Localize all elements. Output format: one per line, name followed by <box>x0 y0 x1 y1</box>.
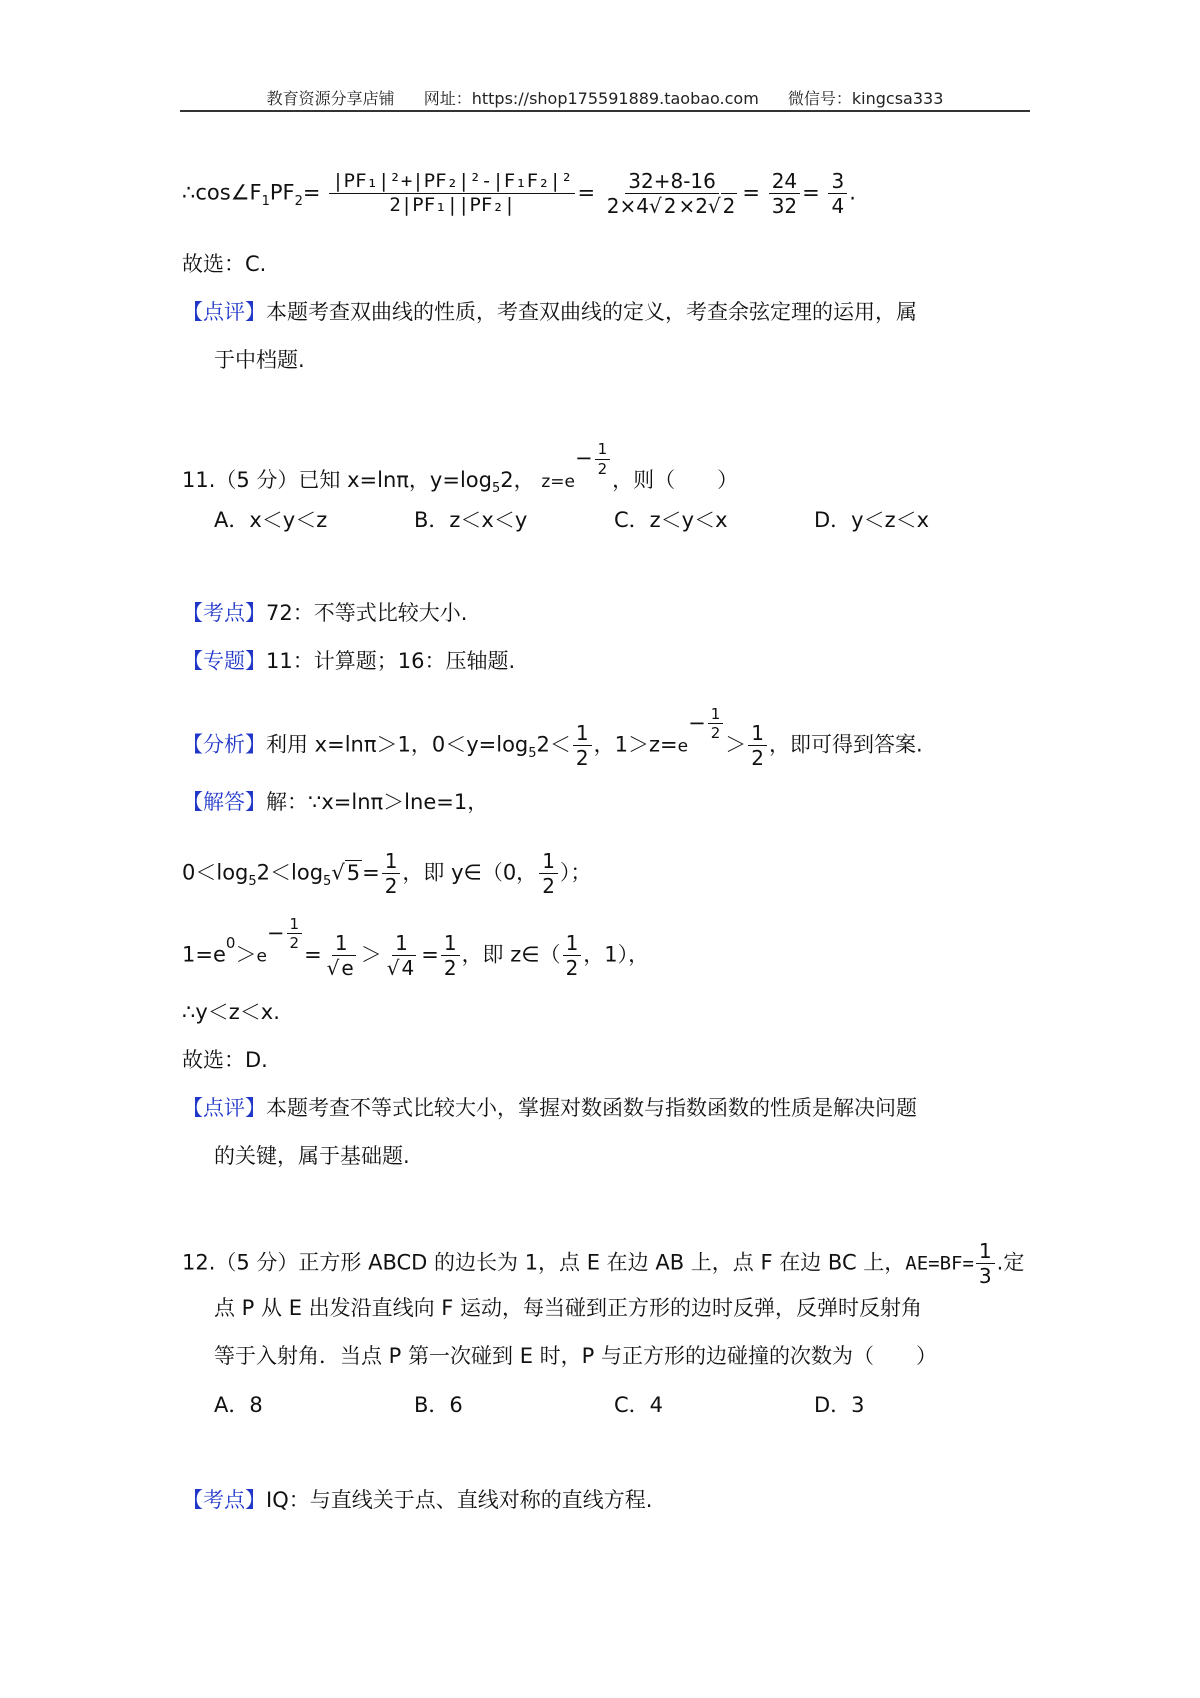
q11-step2: $0<\log_52<\log_5√5=$ $\frac{1}{2}$ ，即 y∈（0， $\frac{1}{2}$ ）； <box>182 849 592 898</box>
q11-stem: 11.（5 分）已知 x=lnπ，$y=\log_52$， z=e− $\frac{1}{2}$ ，则（ ） <box>182 440 739 496</box>
header-rule <box>180 110 1030 112</box>
option-d[interactable]: D．3 <box>814 1393 865 1417</box>
q10-comment: 【点评】本题考查双曲线的性质，考查双曲线的定义，考查余弦定理的运用，属 <box>182 300 917 324</box>
q11-conclusion: ∴y＜z＜x. <box>182 1000 280 1024</box>
fraction-3-4: $\frac{3}{4}$ <box>828 170 847 217</box>
q11-jieda: 【解答】解：∵x=lnπ＞lne=1， <box>182 790 489 814</box>
cosine-formula: $\therefore\cos\angle F_1PF_2=$ $\frac{\text{|PF₁|²+|PF₂|²-|F₁F₂|²}}{\text{2|PF₁||PF₂|}}$ = $\frac{32+8-16}{2\times 4√ 2 \times 2√ 2}$ = $\frac{24}{32}$ = $\frac{3}{4}$ . <box>182 169 856 218</box>
option-a[interactable]: A．x＜y＜z <box>214 508 328 532</box>
q12-stem-line2: 点 P 从 E 出发沿直线向 F 运动，每当碰到正方形的边时反弹，反弹时反射角 <box>214 1296 923 1320</box>
q11-comment-cont: 的关键，属于基础题. <box>214 1144 410 1168</box>
cosine-fraction: $\frac{\text{|PF₁|²+|PF₂|²-|F₁F₂|²}}{\text{2|PF₁||PF₂|}}$ <box>329 171 575 216</box>
option-a[interactable]: A．8 <box>214 1393 263 1417</box>
comment-tag: 【点评】 <box>182 300 266 324</box>
q11-options <box>214 510 1014 531</box>
option-c[interactable]: C．z＜y＜x <box>614 508 728 532</box>
q11-fenxi: 【分析】利用 x=lnπ＞1，$0<y=\log_52<$ $\frac{1}{2}$ ，1＞z=e− $\frac{1}{2}$ ＞ $\frac{1}{2}$ ，即可得到答案. <box>182 704 923 770</box>
page-header <box>180 86 1030 109</box>
q11-choice: 故选：D. <box>182 1048 268 1072</box>
option-b[interactable]: B．6 <box>414 1393 463 1417</box>
q11-zhuanti: 【专题】11：计算题；16：压轴题. <box>182 649 516 673</box>
option-c[interactable]: C．4 <box>614 1393 664 1417</box>
q11-comment: 【点评】本题考查不等式比较大小，掌握对数函数与指数函数的性质是解决问题 <box>182 1096 917 1120</box>
q11-step3: $1=e^0>e-$ $\frac{1}{2}$ = $\frac{1}{√ e}$ ＞ $\frac{1}{√ 4}$ = $\frac{1}{2}$ ，即 z∈（ $\frac{1}{2}$ ，1）， <box>182 914 650 980</box>
option-b[interactable]: B．z＜x＜y <box>414 508 528 532</box>
q12-kaodian: 【考点】IQ：与直线关于点、直线对称的直线方程. <box>182 1488 653 1512</box>
numeric-fraction: $\frac{32+8-16}{2\times 4√ 2 \times 2√ 2}$ <box>606 169 736 218</box>
q12-stem-line3: 等于入射角．当点 P 第一次碰到 E 时，P 与正方形的边碰撞的次数为（ ） <box>214 1344 937 1368</box>
header-wechat: 微信号：kingcsa333 <box>787 89 944 108</box>
q12-stem-line1: 12.（5 分）正方形 ABCD 的边长为 1，点 E 在边 AB 上，点 F 在边 BC 上，AE=BF= $\frac{1}{3}$ .定 <box>182 1239 1025 1288</box>
option-d[interactable]: D．y＜z＜x <box>814 508 930 532</box>
header-site: 网址：https://shop175591889.taobao.com <box>423 89 759 108</box>
q12-options <box>214 1395 1014 1416</box>
q10-comment-cont: 于中档题. <box>214 348 305 372</box>
q10-choice: 故选：C. <box>182 252 267 276</box>
q11-kaodian: 【考点】72：不等式比较大小. <box>182 601 468 625</box>
fraction-24-32: $\frac{24}{32}$ <box>769 170 800 217</box>
header-shop: 教育资源分享店铺 <box>266 89 395 108</box>
